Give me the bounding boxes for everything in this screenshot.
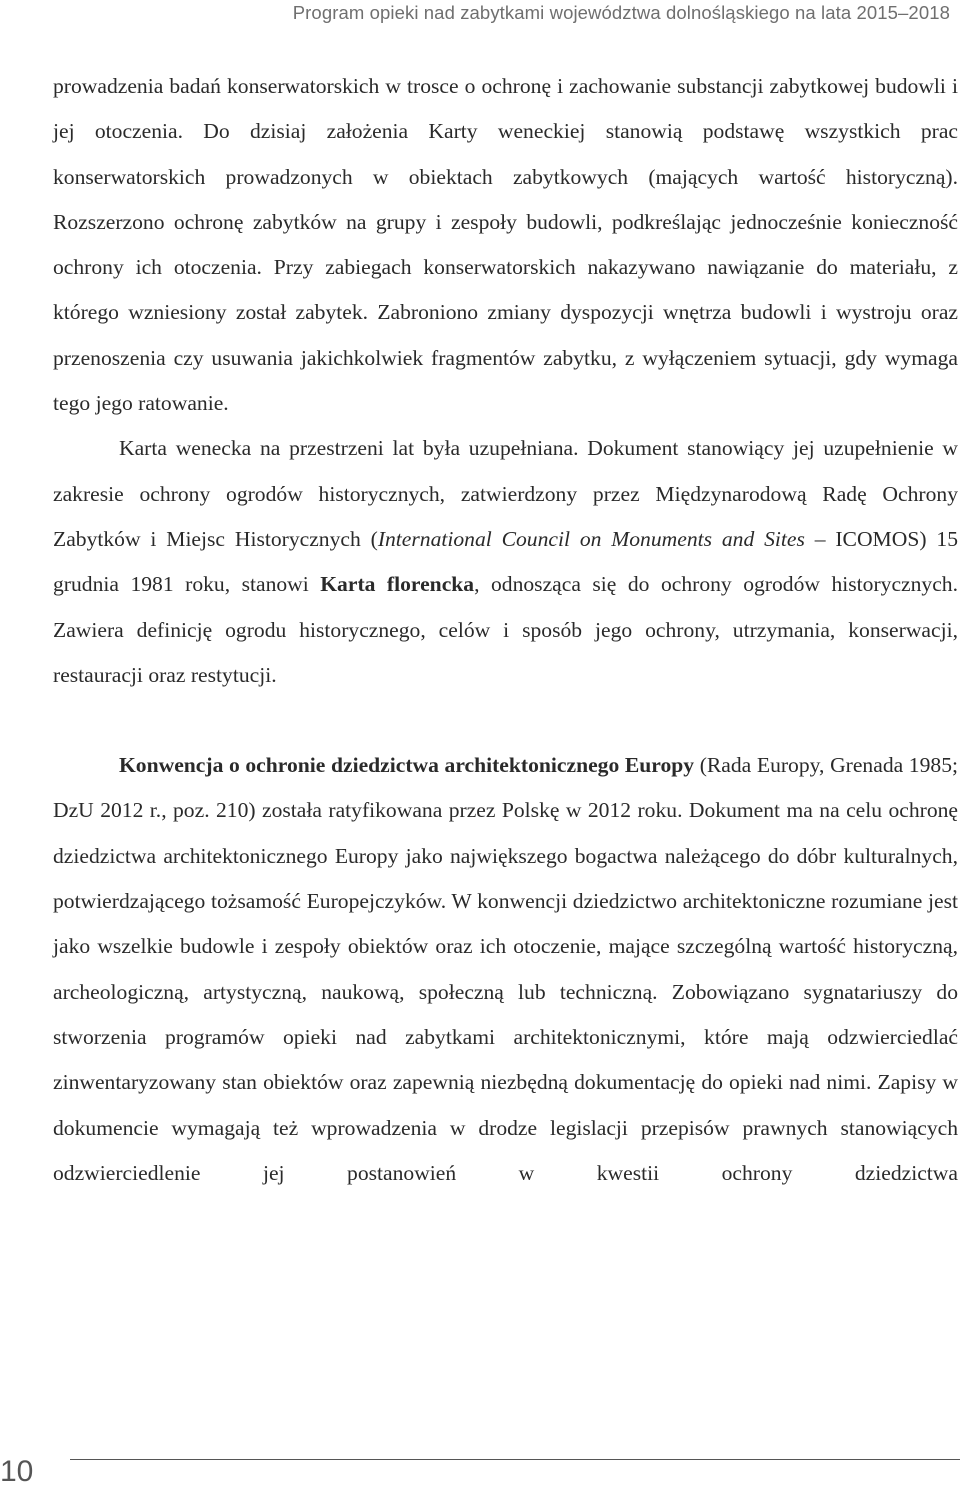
- page-number: 10: [0, 1455, 34, 1488]
- text-run: , odnosząca się do ochrony ogrodów historycznych. Zawiera definicję ogrodu historycznego, celów i sposób jego ochrony, utrzymania, konserwacji, restauracji oraz restytucji.: [53, 572, 958, 687]
- footer-divider: [70, 1459, 960, 1460]
- paragraph-venice-charter: prowadzenia badań konserwatorskich w trosce o ochronę i zachowanie substancji zabytkowej budowli i jej otoczenia. Do dzisiaj założenia Karty weneckiej stanowią podstawę wszystkich prac konserwatorskich prowadzonych w obiektach zabytkowych (mających wartość historyczną). Rozszerzono ochronę zabytków na grupy i zespoły budowli, podkreślając jednocześnie konieczność ochrony ich otoczenia. Przy zabiegach konserwatorskich nakazywano nawiązanie do materiału, z którego wzniesiony został zabytek. Zabroniono zmiany dyspozycji wnętrza budowli i wystroju oraz przenoszenia czy usuwania jakichkolwiek fragmentów zabytku, z wyłączeniem sytuacji, gdy wymaga tego jego ratowanie.: [53, 74, 958, 416]
- italic-term-icomos: International Council on Monuments and Sites: [377, 526, 805, 551]
- paragraph-spacer: [53, 698, 958, 743]
- text-run: (Rada Europy, Grenada 1985; DzU 2012 r., poz. 210) została ratyfikowana przez Polskę w 2012 roku. Dokument ma na celu ochronę dziedzictwa architektonicznego Europy jako największego bogactwa należącego do dóbr kulturalnych, potwierdzającego tożsamość Europejczyków. W konwencji dziedzictwo architektoniczne rozumiane jest jako wszelkie budowle i zespoły obiektów oraz ich otoczenie, mające szczególną wartość historyczną, archeologiczną, artystyczną, naukową, społeczną lub techniczną. Zobowiązano sygnatariuszy do stworzenia programów opieki nad zabytkami architektonicznymi, które mają odzwierciedlać zinwentaryzowany stan obiektów oraz zapewnią niezbędną dokumentację do opieki nad nimi. Zapisy w dokumencie wymagają też wprowadzenia w drodze legislacji przepisów prawnych stanowiących odzwierciedlenie jej postanowień w kwestii ochrony dziedzictwa: [53, 753, 958, 1185]
- paragraph-granada-convention: [53, 743, 958, 1196]
- running-header: Program opieki nad zabytkami województwa dolnośląskiego na lata 2015–2018: [292, 2, 950, 23]
- page-body: [53, 64, 958, 1196]
- text-run: – ICOMOS) 15 grudnia 1981 roku, stanowi: [53, 526, 958, 597]
- paragraph-florence-charter: [53, 426, 958, 698]
- bold-term-granada-convention: Konwencja o ochronie dziedzictwa architektonicznego Europy: [119, 753, 695, 778]
- bold-term-florence-charter: Karta florencka: [320, 572, 475, 597]
- text-run: Karta wenecka na przestrzeni lat była uzupełniana. Dokument stanowiący jej uzupełnienie w zakresie ochrony ogrodów historycznych, zatwierdzony przez Międzynarodową Radę Ochrony Zabytków i Miejsc Historycznych (: [53, 436, 958, 551]
